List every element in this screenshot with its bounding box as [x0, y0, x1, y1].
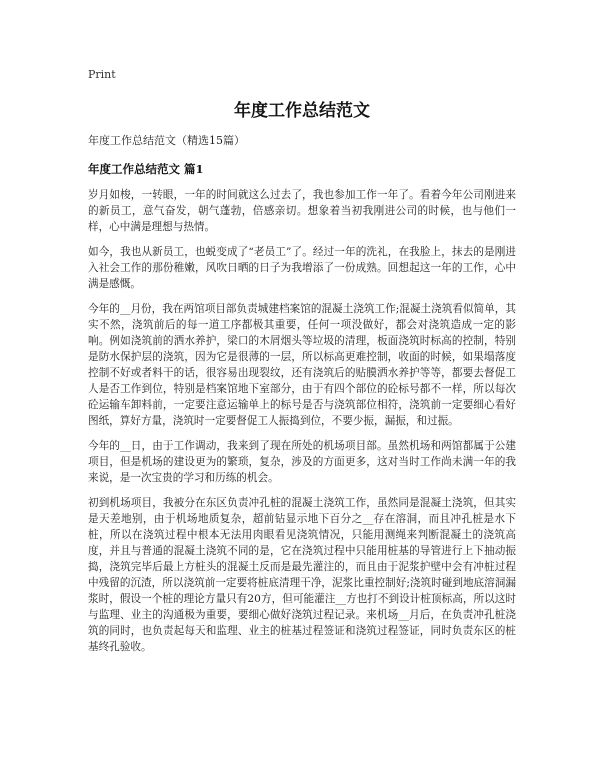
paragraph-3: 今年的__月份，我在两馆项目部负责城建档案馆的混凝土浇筑工作;混凝土浇筑看似简单，其实不然，浇筑前后的每一道工序都极其重要，任何一项没做好，都会对浇筑造成一定的影响。例如浇筑前的洒水养护，梁口的木屑烟头等垃圾的清理，板面浇筑时标高的控制，特别是防水保护层的浇筑，因为它是很薄的一层，所以标高更难控制，收面的时候，如果塌落度控制不好或者料干的话，很容易出现裂纹，还有浇筑后的贴膜洒水养护等等，都要去督促工人是否工作到位，特别是档案馆地下室部分，由于有四个部位的砼标号都不一样，所以每次砼运输车卸料前，一定要注意运输单上的标号是否与浇筑部位相符，浇筑前一定要细心看好图纸，算好方量，浇筑时一定要督促工人振捣到位，不要少振，漏振，和过振。	[88, 303, 516, 427]
paragraph-1: 岁月如梭，一转眼，一年的时间就这么过去了，我也参加工作一年了。看着今年公司刚进来的新员工，意气奋发，朝气蓬勃，倍感亲切。想象着当初我刚进公司的时候，也与他们一样，心中满是理想与热情。	[88, 189, 516, 233]
document-title: 年度工作总结范文	[234, 101, 370, 121]
paragraph-4: 今年的__日，由于工作调动，我来到了现在所处的机场项目部。虽然机场和两馆都属于公建项目，但是机场的建设更为的繁琐，复杂，涉及的方面更多，这对当时工作尚未满一年的我来说，是一次宝贵的学习和历练的机会。	[88, 440, 516, 484]
print-link[interactable]: Print	[88, 68, 116, 81]
document-page	[88, 68, 516, 664]
section-heading: 年度工作总结范文 篇1	[88, 162, 204, 176]
paragraph-5: 初到机场项目，我被分在东区负责冲孔桩的混凝土浇筑工作，虽然同是混凝土浇筑，但其实是天差地别，由于机场地质复杂，超前钻显示地下百分之__存在溶洞，而且冲孔桩是水下桩，所以在浇筑过程中根本无法用肉眼看见浇筑情况，只能用测绳来判断混凝土的浇筑高度，并且与普通的混凝土浇筑不同的是，它在浇筑过程中只能用桩基的导管进行上下抽动振捣，浇筑完毕后最上方桩头的混凝土反而是最先灌注的，而且由于泥浆护壁中会有冲桩过程中残留的沉渣，所以浇筑前一定要将桩底清理干净，泥浆比重控制好;浇筑时碰到地底溶洞漏浆时，假设一个桩的理论方量只有20方，但可能灌注__方也打不到设计桩顶标高，所以这时与监理、业主的沟通极为重要，要细心做好浇筑过程记录。来机场__月后，在负责冲孔桩浇筑的同时，也负责起每天和监理、业主的桩基过程签证和浇筑过程签证，同时负责东区的桩基终孔验收。	[88, 497, 516, 653]
paragraph-2: 如今，我也从新员工，也蜕变成了“老员工”了。经过一年的洗礼，在我脸上，抹去的是刚进入社会工作的那份稚嫩，风吹日晒的日子为我增添了一份成熟。回想起这一年的工作，心中满是感慨。	[88, 246, 516, 290]
document-subtitle: 年度工作总结范文（精选15篇）	[88, 134, 245, 147]
